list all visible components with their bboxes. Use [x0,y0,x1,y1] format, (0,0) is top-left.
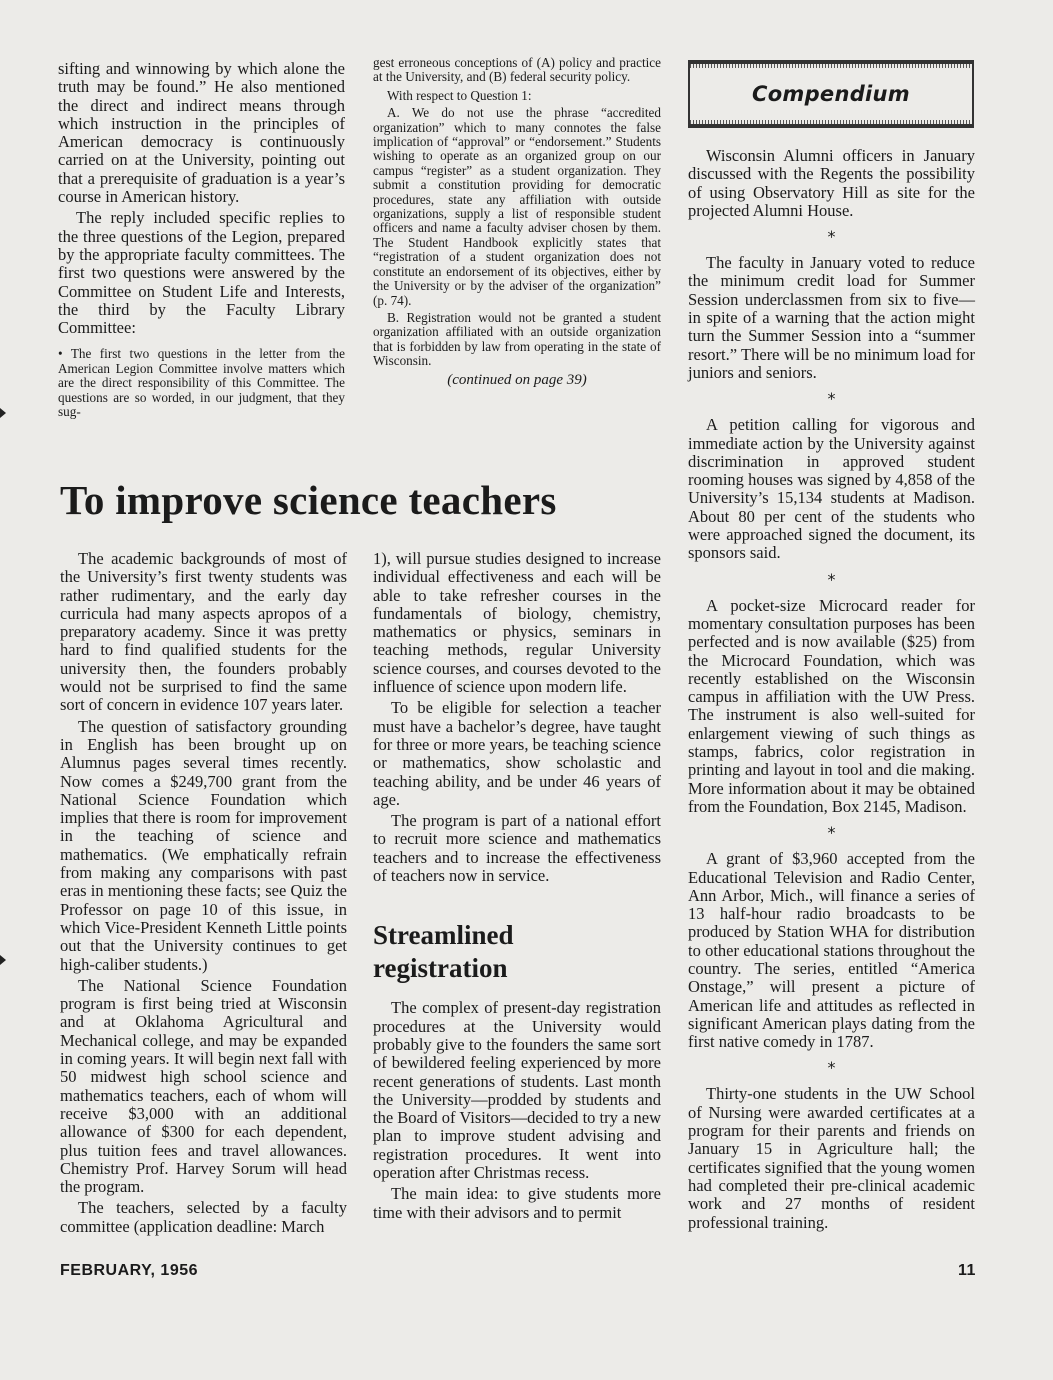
quote-paragraph: gest erroneous conceptions of (A) policy and practice at the University, and (B) federal security policy. [373,55,661,85]
separator-star: * [827,1058,836,1078]
quote-continuation [373,56,661,369]
paragraph: 1), will pursue studies designed to increase individual effectiveness and each will be able to take refresher courses in the fundamentals of biology, chemistry, mathematics or physics, seminars in teaching methods, regular University science courses, and courses devoted to the influence of science upon modern life. [373,549,661,697]
compendium-item: A pocket-size Microcard reader for momentary consultation purposes has been perfected and is now available ($25) from the Microcard Foundation, which was recently established on the Wisconsin campus in affiliation with the UW Press. The instrument is also well-suited for enlargement viewing of such things as stamps, fabrics, color registration in printing and layout in tool and die making. More information about it may be obtained from the Foundation, Box 2145, Madison. [688,595,975,816]
separator-star: * [827,389,836,409]
compendium-title: Compendium [751,82,910,106]
section-headline: Streamlined registration [373,920,514,984]
science-middle-column [373,550,661,1225]
upper-left-column [58,60,345,422]
quote-paragraph: B. Registration would not be granted a student organization affiliated with an outside organization that is forbidden by law from operating in the state of Wisconsin. [373,309,661,369]
paragraph: The main idea: to give students more time with their advisors and to permit [373,1184,661,1222]
issue-date: FEBRUARY, 1956 [60,1262,199,1279]
paragraph: The question of satisfactory grounding in English has been brought up on Alumnus pages several times recently. Now comes a $249,700 grant from the National Science Foundation which implies that there is room for improvement in the teaching of science and mathematics. (We emphatically refrain from making any comparisons with past eras in mentioning these facts; see Quiz the Professor on page 10 of this issue, in which Vice-President Kenneth Little points out that the University continues to get high-caliber students.) [60,716,347,974]
compendium-item: A grant of $3,960 accepted from the Educational Television and Radio Center, Ann Arbor, Mich., will finance a series of 13 half-hour radio broadcasts to be produced by Station WHA for distribution to other educational stations throughout the country. The series, entitled “America Onstage,” will present a picture of American life and attitudes as reflected in significant American plays dating from the first native comedy in 1787. [688,849,975,1052]
separator-star: * [827,823,836,843]
paragraph: sifting and winnowing by which alone the truth may be found.” He also mentioned the direct and indirect means through which instruction in the principles of American democracy is continuously carried on at the University, pointing out that a prerequisite of graduation is a year’s course in American history. [58,59,345,207]
compendium-item: Thirty-one students in the UW School of Nursing were awarded certificates at a program for their parents and friends on January 15 in Agriculture hall; the certificates signified that the young women had completed their pre-clinical academic work and 27 months of resident professional training. [688,1084,975,1232]
quote-paragraph: A. We do not use the phrase “accredited organization” which to many connotes the false implication of “approval” or “endorsement.” Students wishing to operate as an organized group on our campus “register” as a student organization. They submit a constitution providing for democratic procedures, state any affiliation with outside organizations, supply a list of responsible student officers and name a faculty adviser chosen by them. The Student Handbook explicitly states that “registration of a student organization does not constitute an endorsement of its objectives, either by the University or by the adviser of the organization” (p. 74). [373,105,661,308]
quote-paragraph: • The first two questions in the letter from the American Legion Committee involve matters which are the direct responsibility of this Committee. The questions are so worded, in our judgment, that they sug- [58,346,345,420]
margin-mark [0,408,6,418]
continued-on-page: (continued on page 39) [447,371,587,388]
paragraph: The academic backgrounds of most of the University’s first twenty students was rather rudimentary, and the early day curricula had many aspects apropos of a preparatory academy. Since it was pretty hard to find qualified students for the university then, the founders probably would not be surprised to find the same sort of concern in evidence 107 years later. [60,549,347,715]
upper-middle-column [373,56,661,389]
separator-star: * [827,569,836,589]
compendium-item: A petition calling for vigorous and immediate action by the University against discrimination in approved student rooming houses was signed by 4,858 of the University’s 15,134 students at Madison. About 80 per cent of the students who were approached signed the document, its sponsors said. [688,415,975,563]
compendium-header-box [688,60,974,128]
compendium-item: The faculty in January voted to reduce the minimum credit load for Summer Session underclassmen from six to five—in spite of a warning that the action might turn the Summer Session into a “summer resort.” There will be no minimum load for juniors and seniors. [688,253,975,382]
science-left-column [60,550,347,1239]
paragraph: The National Science Foundation program is first being tried at Wisconsin and at Oklahoma Agricultural and Mechanical college, and may be expanded in coming years. It will begin next fall with 50 midwest high school science and mathematics teachers, each of whom will receive $3,000 with an additional allowance of $300 for each dependent, plus tuition fees and travel allowances. Chemistry Prof. Harvey Sorum will head the program. [60,975,347,1197]
paragraph: To be eligible for selection a teacher must have a bachelor’s degree, have taught for three or more years, be teaching science or mathematics, show scholastic and teaching ability, and be under 46 years of age. [373,698,661,809]
quote-paragraph: With respect to Question 1: [387,87,532,103]
paragraph: The complex of present-day registration procedures at the University would probably give to the founders the same sort of bewildered feeling experienced by more recent generations of students. Last month the University—prodded by students and the Board of Visitors—decided to try a new plan to improve student advising and registration procedures. It went into operation after Christmas recess. [373,998,661,1183]
margin-mark [0,955,6,965]
compendium-item: Wisconsin Alumni officers in January discussed with the Regents the possibility of using Observatory Hill as site for the projected Alumni House. [688,146,975,220]
page-number: 11 [958,1262,976,1279]
paragraph: The program is part of a national effort to recruit more science and mathematics teachers and to increase the effectiveness of teachers now in service. [373,811,661,886]
upper-left-body [58,60,345,337]
article-headline: To improve science teachers [60,477,557,523]
separator-star: * [827,227,836,247]
paragraph: The reply included specific replies to the three questions of the Legion, prepared by the appropriate faculty committees. The first two questions were answered by the Committee on Student Life and Interests, the third by the Faculty Library Committee: [58,208,345,338]
quote-block [58,347,345,419]
paragraph: The teachers, selected by a faculty committee (application deadline: March [60,1198,347,1236]
compendium-column [688,147,975,1232]
